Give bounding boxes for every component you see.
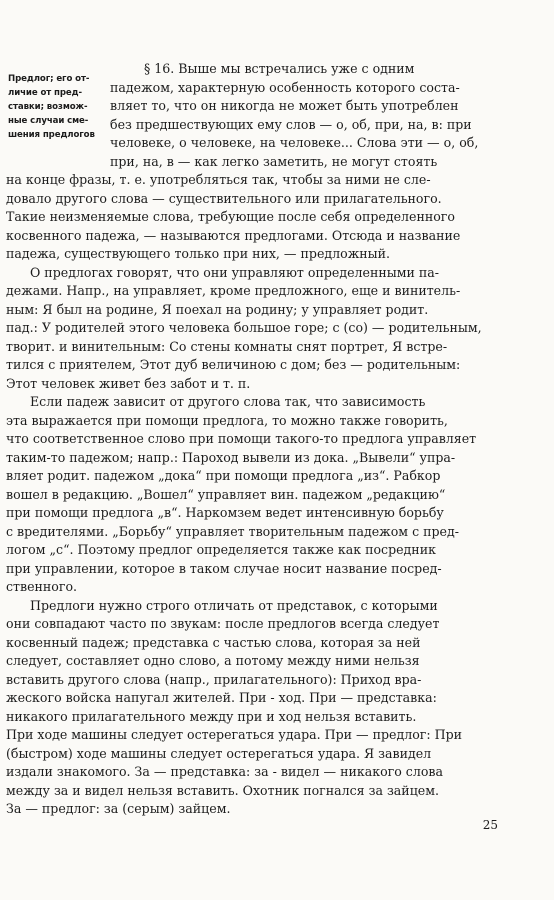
margin-note — [8, 72, 104, 142]
text-line: пад.: У родителей этого человека большое горе; с (со) — родительным, — [6, 320, 482, 335]
text-line: вставить другого слова (напр., прилагательного): Приход вра- — [6, 671, 422, 687]
text-line: дежами. Напр., на управляет, кроме предложного, еще и винитель- — [6, 283, 461, 298]
text-line: следует, составляет одно слово, а потому между ними нельзя — [6, 653, 420, 668]
text-line: довало другого слова — существительного или прилагательного. — [6, 190, 442, 206]
margin-note-line: ставки; возмож- — [8, 102, 88, 112]
text-line: падежом, характерную особенность которого соста- — [110, 79, 460, 95]
text-line: При ходе машины следует остерегаться удара. При — предлог: При — [6, 727, 463, 742]
text-line: О предлогах говорят, что они управляют определенными па- — [30, 264, 440, 280]
text-line: с вредителями. „Борьбу“ управляет творительным падежом с пред- — [6, 523, 459, 539]
text-line: вошел в редакцию. „Вошел“ управляет вин. падежом „редакцию“ — [6, 486, 446, 502]
text-line: никакого прилагательного между при и ход нельзя вставить. — [6, 708, 417, 724]
text-line: § 16. Выше мы встречались уже с одним — [144, 61, 415, 76]
text-line: логом „с“. Поэтому предлог определяется также как посредник — [6, 542, 436, 557]
text-line: Предлоги нужно строго отличать от представок, с которыми — [30, 597, 438, 613]
text-line: падежа, существующего только при них, — предложный. — [6, 246, 391, 261]
text-line: между за и видел нельзя вставить. Охотник погнался за зайцем. — [6, 782, 440, 798]
text-line: таким-то падежом; напр.: Пароход вывели из дока. „Вывели“ упра- — [6, 449, 456, 465]
text-line: они совпадают часто по звукам: после предлогов всегда следует — [6, 616, 440, 631]
margin-note-line: ные случаи сме- — [8, 116, 89, 126]
text-line: вляет родит. падежом „дока“ при помощи предлога „из“. Рабкор — [6, 468, 441, 483]
text-line: ным: Я был на родине, Я поехал на родину; у управляет родит. — [6, 301, 429, 317]
text-line: при помощи предлога „в“. Наркомзем ведет интенсивную борьбу — [6, 505, 444, 520]
text-line: косвенного падежа, — называются предлогами. Отсюда и название — [6, 227, 461, 243]
text-line: вляет то, что он никогда не может быть употреблен — [110, 98, 459, 113]
text-line: тился с приятелем, Этот дуб величиною с дом; без — родительным: — [6, 357, 461, 372]
text-line: на конце фразы, т. е. употребляться так, чтобы за ними не сле- — [6, 172, 431, 187]
text-line: косвенный падеж; представка с частью слова, которая за ней — [6, 634, 421, 650]
text-line: при, на, в — как легко заметить, не могут стоять — [110, 153, 438, 169]
text-line: эта выражается при помощи предлога, то можно также говорить, — [6, 412, 448, 428]
text-line: Если падеж зависит от другого слова так, что зависимость — [30, 394, 426, 409]
margin-note-line: Предлог; его от- — [8, 74, 90, 84]
text-line: ственного. — [6, 579, 78, 594]
page-number: 25 — [482, 818, 498, 832]
text-line: без предшествующих ему слов — о, об, при, на, в: при — [110, 116, 472, 132]
text-line: творит. и винительным: Со стены комнаты снят портрет, Я встре- — [6, 338, 448, 354]
text-line: жеского войска напугал жителей. При - ход. При — представка: — [6, 690, 437, 705]
text-line: (быстром) ходе машины следует остерегаться удара. Я завидел — [6, 745, 432, 761]
margin-note-line: шения предлогов — [8, 130, 95, 140]
text-line: За — предлог: за (серым) зайцем. — [6, 801, 231, 816]
text-line: издали знакомого. За — представка: за - видел — никакого слова — [6, 764, 443, 779]
text-line: при управлении, которое в таком случае носит название посред- — [6, 560, 442, 576]
text-line: что соответственное слово при помощи такого-то предлога управляет — [6, 431, 477, 446]
text-line: человеке, о человеке, на человеке... Слова эти — о, об, — [110, 135, 479, 150]
text-line: Этот человек живет без забот и т. п. — [6, 375, 251, 391]
margin-note-line: личие от пред- — [8, 88, 82, 98]
text-line: Такие неизменяемые слова, требующие после себя определенного — [6, 209, 455, 224]
